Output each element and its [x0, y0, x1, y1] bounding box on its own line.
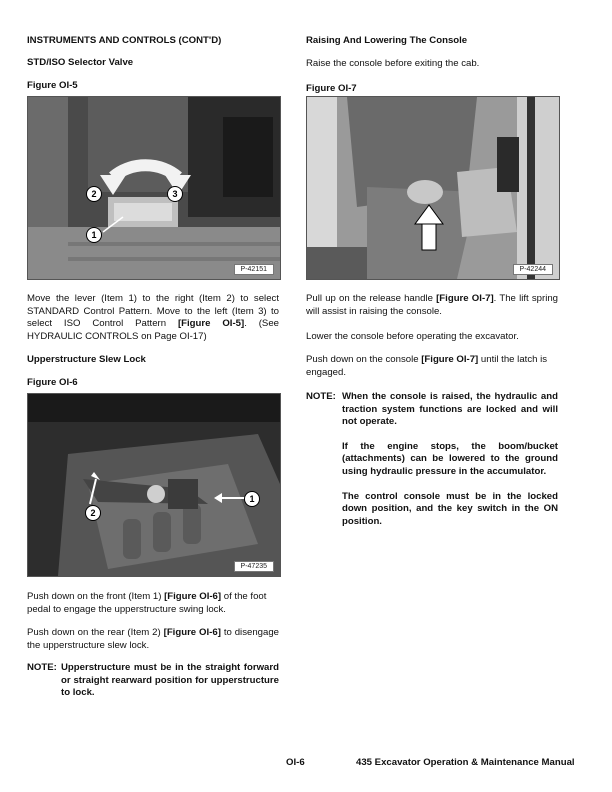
callout-3: 3 [167, 186, 183, 202]
console-raise-image [307, 97, 559, 279]
figure-label-oi5: Figure OI-5 [27, 80, 78, 91]
paragraph-engage-lock: Push down on the front (Item 1) [Figure OI-6] of the foot pedal to engage the upperstructure swing lock. [27, 591, 267, 615]
note-text-locked-down: The control console must be in the locked down position, and the key switch in the ON position. [342, 490, 558, 527]
note-text-engine-stops: If the engine stops, the boom/bucket (attachments) can be lowered to the ground using hydraulic pressure in the accumulator. [342, 440, 558, 477]
figure-label-oi7: Figure OI-7 [306, 83, 357, 94]
subheading-slew-lock: Upperstructure Slew Lock [27, 354, 146, 365]
photo-number: P-42244 [513, 264, 553, 275]
paragraph-disengage-lock: Push down on the rear (Item 2) [Figure OI-6] to disengage the upperstructure slew lock. [27, 627, 280, 651]
photo-number: P-47235 [234, 561, 274, 572]
photo-number: P-42151 [234, 264, 274, 275]
note-label: NOTE: [306, 391, 336, 402]
slew-lock-pedal-image [28, 394, 280, 576]
paragraph-lower-console: Lower the console before operating the excavator. [306, 331, 519, 342]
callout-2: 2 [86, 186, 102, 202]
paragraph-std-iso: Move the lever (Item 1) to the right (Item 2) to select STANDARD Control Pattern. Move to the left (Item 3) to select ISO Control Pattern [Figure OI-5]. (See HYDRAULIC CONTROLS on Page OI-17) [27, 293, 280, 342]
figure-oi7-photo [306, 96, 560, 280]
note-label: NOTE: [27, 662, 57, 673]
console-intro: Raise the console before exiting the cab. [306, 58, 480, 69]
note-text-locked: When the console is raised, the hydraulic and traction system functions are locked and will not operate. [342, 391, 558, 428]
callout-1: 1 [244, 491, 260, 507]
manual-title: 435 Excavator Operation & Maintenance Manual [356, 757, 575, 768]
callout-2: 2 [85, 505, 101, 521]
figure-oi6-photo [27, 393, 281, 577]
paragraph-push-console: Push down on the console [Figure OI-7] until the latch is engaged. [306, 354, 548, 378]
note-text: Upperstructure must be in the straight forward or straight rearward position for upperstructure to lock. [61, 662, 279, 699]
figure-oi5-photo [27, 96, 281, 280]
note-console [306, 391, 558, 528]
section-heading: INSTRUMENTS AND CONTROLS (CONT'D) [27, 35, 222, 46]
console-heading: Raising And Lowering The Console [306, 35, 468, 46]
callout-1: 1 [86, 227, 102, 243]
figure-label-oi6: Figure OI-6 [27, 377, 78, 388]
std-iso-valve-image [28, 97, 280, 279]
paragraph-release-handle: Pull up on the release handle [Figure OI-7]. The lift spring will assist in raising the console. [306, 293, 558, 317]
subheading-std-iso: STD/ISO Selector Valve [27, 57, 134, 68]
page-number: OI-6 [286, 757, 305, 768]
note-upperstructure [27, 662, 279, 700]
